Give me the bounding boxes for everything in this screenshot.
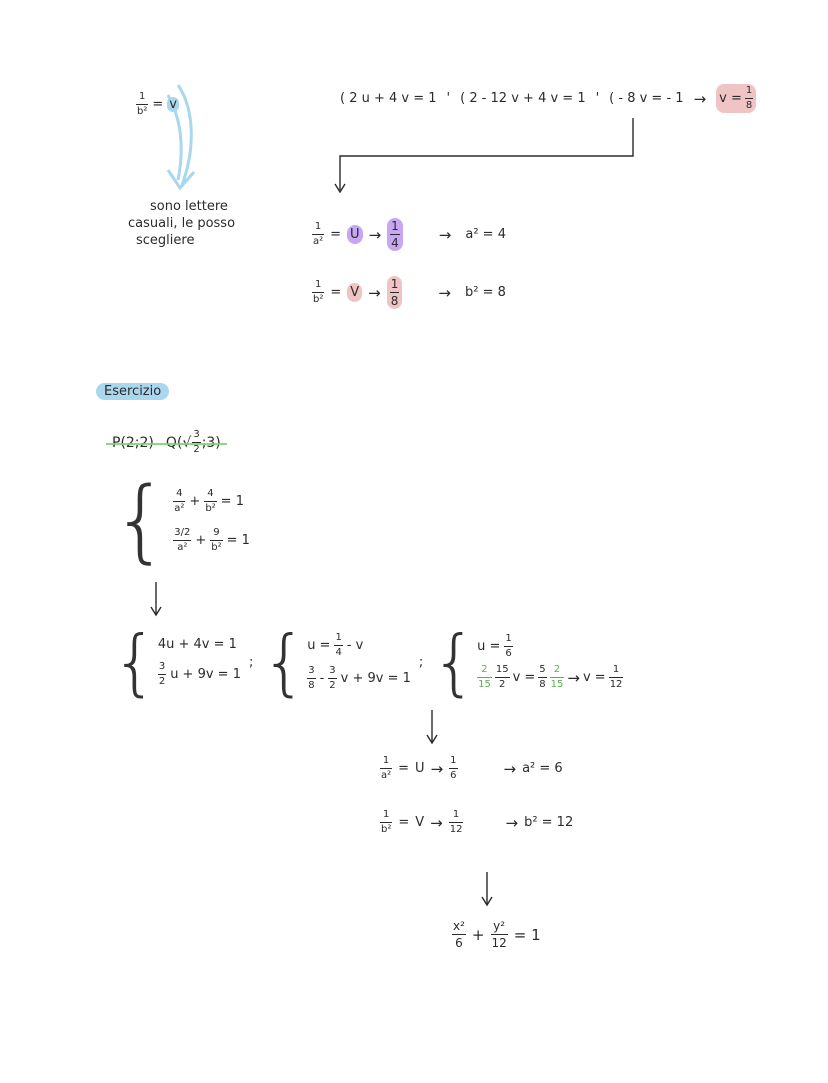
plus-sign: + <box>189 494 201 509</box>
equals-one: = 1 <box>226 533 250 548</box>
fraction <box>328 666 336 691</box>
numerator: 1 <box>138 91 146 102</box>
minus-sign: - <box>319 671 325 686</box>
result-a2: a² = 6 <box>522 761 563 776</box>
fraction <box>210 528 222 553</box>
system-2a <box>112 620 241 704</box>
chain-step: ( 2 - 12 v + 4 v = 1 <box>460 91 586 106</box>
denominator: b² <box>137 106 148 117</box>
denominator: 2 <box>158 676 166 687</box>
numerator: 1 <box>314 279 322 290</box>
variable-v: V <box>347 283 362 302</box>
point-p: P(2;2) <box>112 434 154 451</box>
fraction <box>380 810 392 835</box>
numerator: 1 <box>391 219 399 233</box>
arrow-right-icon: → <box>503 759 517 778</box>
note-line: casuali, le posso <box>128 216 236 231</box>
expression: v + 9v = 1 <box>340 671 411 686</box>
numerator: 1 <box>390 277 399 291</box>
separator: ' <box>446 91 451 106</box>
sub1-row-b <box>312 276 506 309</box>
denominator: 12 <box>449 824 463 835</box>
system-2-chain <box>112 620 623 704</box>
equals-sign: = <box>330 227 342 242</box>
fraction <box>538 665 546 690</box>
numerator: 2 <box>481 664 488 675</box>
arrow-right-icon: → <box>430 813 443 832</box>
equals-sign: = <box>152 97 164 112</box>
numerator: 1 <box>505 633 512 644</box>
plus-sign: + <box>195 533 207 548</box>
numerator: 5 <box>539 664 546 675</box>
sub2-row-b <box>380 810 573 835</box>
expression: u = <box>307 638 331 653</box>
fraction <box>745 86 753 111</box>
numerator: 3/2 <box>174 527 191 538</box>
separator: ; <box>248 654 254 670</box>
numerator: y² <box>493 919 506 933</box>
fraction <box>491 920 508 949</box>
numerator: 1 <box>382 809 390 820</box>
denominator: 8 <box>308 680 315 691</box>
fraction <box>495 665 510 690</box>
separator: ' <box>595 91 600 106</box>
fraction <box>504 634 512 659</box>
green-fraction <box>477 665 492 690</box>
arrow-right-icon: → <box>567 668 580 687</box>
brace-icon: { <box>431 620 478 704</box>
numerator: 1 <box>335 632 342 643</box>
equals-one: = 1 <box>513 925 541 944</box>
top-chain <box>340 84 756 113</box>
numerator: 15 <box>495 664 509 675</box>
note-line: scegliere <box>136 233 195 248</box>
arrow-right-icon: → <box>438 225 452 244</box>
denominator: a² <box>313 236 324 247</box>
fraction <box>312 280 324 305</box>
denominator: 15 <box>478 679 491 690</box>
numerator: 2 <box>553 664 561 675</box>
final-equation <box>452 920 541 949</box>
result-b2: b² = 12 <box>524 815 574 830</box>
side-note <box>128 198 235 249</box>
numerator: 9 <box>213 527 220 538</box>
numerator: 4 <box>207 488 214 499</box>
value-fraction <box>449 756 457 781</box>
variable-u: U <box>415 761 425 776</box>
brace-icon: { <box>261 620 308 704</box>
denominator: 6 <box>450 770 457 781</box>
denominator: 4 <box>391 236 399 250</box>
result-a2: a² = 4 <box>465 227 506 242</box>
fraction <box>158 662 166 687</box>
denominator: 4 <box>335 647 342 658</box>
system-2c <box>431 620 623 704</box>
system-line <box>158 662 241 687</box>
denominator: 6 <box>505 648 512 659</box>
system-1-line-1 <box>173 489 250 514</box>
q-suffix: ;3) <box>201 434 221 451</box>
denominator: b² <box>211 542 222 553</box>
top-left-equation <box>136 92 179 117</box>
expression: v = <box>512 670 536 685</box>
denominator: 2 <box>193 444 200 455</box>
numerator: 1 <box>314 221 322 232</box>
numerator: 4 <box>176 488 183 499</box>
arrow-right-icon: → <box>693 89 707 108</box>
equals-sign: = <box>330 285 342 300</box>
result-b2: b² = 8 <box>464 285 506 300</box>
system-1 <box>112 468 250 573</box>
fraction <box>380 756 392 781</box>
value-fraction <box>387 276 403 309</box>
numerator: 1 <box>612 664 620 675</box>
expression: u + 9v = 1 <box>170 667 241 682</box>
arrow-right-icon: → <box>368 283 381 302</box>
system-line <box>477 665 623 690</box>
denominator: 12 <box>491 936 507 950</box>
equals-sign: = <box>398 815 410 830</box>
denominator: a² <box>174 503 185 514</box>
denominator: 2 <box>329 680 336 691</box>
expression: - v <box>346 638 364 653</box>
fraction <box>452 920 466 949</box>
q-prefix: Q(√ <box>165 434 192 451</box>
sub2-row-a <box>380 756 563 781</box>
points-line <box>112 430 221 455</box>
variable-u: U <box>347 225 363 244</box>
fraction <box>334 633 342 658</box>
fraction <box>192 430 200 455</box>
fraction <box>609 665 624 690</box>
chain-step: ( - 8 v = - 1 <box>609 91 684 106</box>
numerator: 3 <box>308 665 315 676</box>
numerator: 3 <box>158 661 166 672</box>
fraction <box>173 489 185 514</box>
numerator: 1 <box>452 809 460 820</box>
brace-icon: { <box>112 468 170 573</box>
numerator: 1 <box>450 755 457 766</box>
note-line: sono lettere <box>150 199 228 214</box>
result-label: v = <box>719 91 742 106</box>
system-1-line-2 <box>173 528 250 553</box>
variable-v: v <box>169 97 177 112</box>
arrow-right-icon: → <box>368 225 382 244</box>
denominator: 8 <box>539 679 546 690</box>
value-fraction <box>449 810 464 835</box>
expression: v = <box>582 670 606 685</box>
denominator: 8 <box>745 100 753 111</box>
fraction <box>307 666 315 691</box>
chain-step: ( 2 u + 4 v = 1 <box>340 91 437 106</box>
plus-sign: + <box>471 925 485 944</box>
result-v <box>716 84 756 113</box>
brace-icon: { <box>112 620 158 704</box>
numerator: 1 <box>382 755 390 766</box>
system-2b <box>261 620 411 704</box>
sub1-row-a <box>312 218 506 251</box>
numerator: 1 <box>745 85 753 96</box>
equals-sign: = <box>398 761 410 776</box>
fraction <box>204 489 216 514</box>
exercise-badge: Esercizio <box>96 383 169 400</box>
separator: ; <box>418 654 424 670</box>
denominator: a² <box>177 542 188 553</box>
fraction <box>136 92 148 117</box>
system-line: 4u + 4v = 1 <box>157 637 237 652</box>
numerator: 3 <box>193 429 200 440</box>
denominator: b² <box>313 294 324 305</box>
system-line <box>307 666 411 691</box>
arrow-right-icon: → <box>430 759 444 778</box>
denominator: 2 <box>499 679 506 690</box>
fraction <box>312 222 324 247</box>
denominator: b² <box>205 503 216 514</box>
system-line <box>307 633 411 658</box>
arrow-right-icon: → <box>438 283 451 302</box>
denominator: b² <box>381 824 392 835</box>
denominator: a² <box>381 770 392 781</box>
denominator: 6 <box>455 936 463 950</box>
exercise-label <box>96 380 169 399</box>
variable-v: V <box>415 815 425 830</box>
point-q <box>166 430 221 455</box>
expression: u = <box>477 639 501 654</box>
numerator: x² <box>453 919 465 933</box>
numerator: 3 <box>329 665 336 676</box>
denominator: 15 <box>550 679 564 690</box>
system-line <box>477 634 623 659</box>
green-fraction <box>550 665 565 690</box>
denominator: 8 <box>390 294 399 308</box>
value-fraction <box>387 218 403 251</box>
arrow-right-icon: → <box>505 813 519 832</box>
equals-one: = 1 <box>220 494 244 509</box>
fraction <box>173 528 191 553</box>
denominator: 12 <box>609 679 623 690</box>
